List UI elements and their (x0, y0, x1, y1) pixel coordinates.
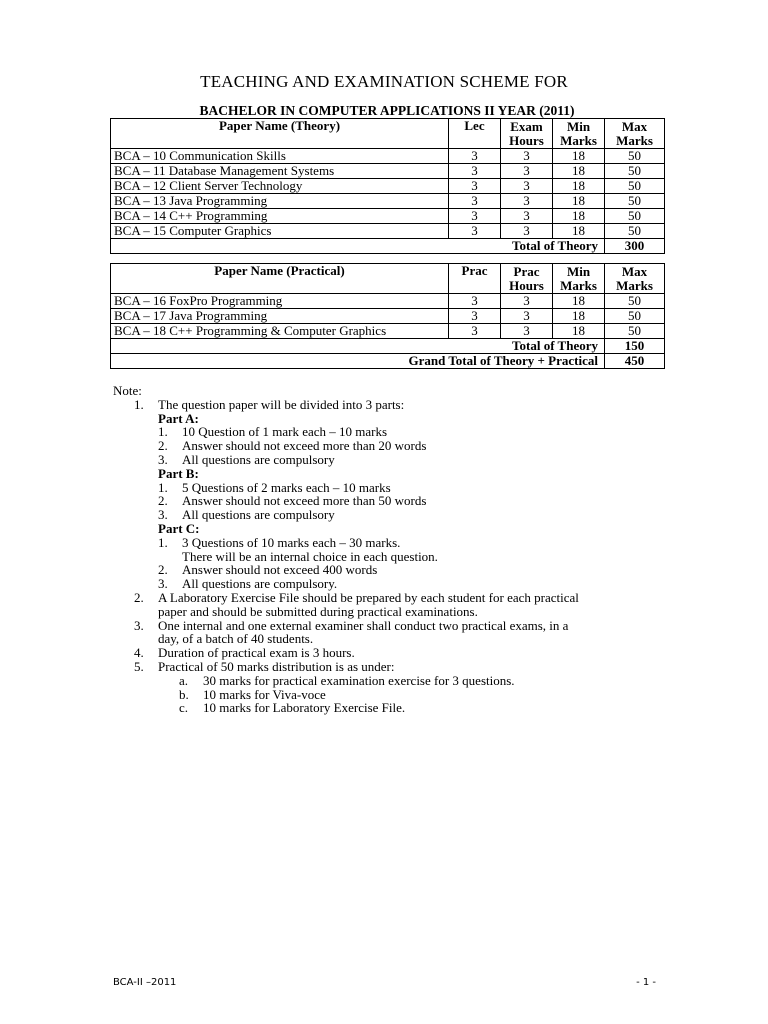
list-item: 3. All questions are compulsory (158, 507, 335, 523)
part-a-heading: Part A: (158, 410, 199, 426)
prac-hours-value: 3 (501, 324, 553, 339)
note-text: Practical of 50 marks distribution is as under: (158, 658, 395, 674)
paper-name: BCA – 12 Client Server Technology (111, 179, 449, 194)
paper-name: BCA – 14 C++ Programming (111, 209, 449, 224)
list-item-text: All questions are compulsory. (182, 576, 338, 592)
grand-total-value: 450 (605, 354, 665, 369)
lec-value: 3 (449, 209, 501, 224)
grand-total-row (111, 354, 665, 369)
note-item-4 (113, 646, 673, 660)
prac-hours-value: 3 (501, 309, 553, 324)
list-item-label: b. (179, 686, 189, 702)
table-row (111, 224, 665, 239)
part-c-heading: Part C: (158, 520, 200, 536)
list-item-label: c. (179, 700, 189, 716)
paper-name: BCA – 10 Communication Skills (111, 149, 449, 164)
prac-hours-value: 3 (501, 294, 553, 309)
list-item-text: 10 marks for Viva-voce (203, 686, 326, 702)
note-item-5 (113, 660, 673, 715)
note-text: Duration of practical exam is 3 hours. (158, 645, 355, 661)
practical-header-paper: Paper Name (Practical) (111, 264, 449, 294)
max-marks-value: 50 (605, 149, 665, 164)
max-marks-value: 50 (605, 164, 665, 179)
theory-total-label: Total of Theory (111, 239, 605, 254)
max-marks-value: 50 (605, 209, 665, 224)
prac-value: 3 (449, 294, 501, 309)
list-item (158, 674, 673, 688)
table-row (111, 324, 665, 339)
list-item-text: Answer should not exceed more than 20 words (182, 438, 427, 454)
table-row (111, 294, 665, 309)
theory-total-row (111, 239, 665, 254)
list-item: 3. All questions are compulsory. (158, 576, 338, 592)
list-item-text: 10 Question of 1 mark each – 10 marks (182, 424, 388, 440)
max-marks-value: 50 (605, 324, 665, 339)
max-marks-value: 50 (605, 294, 665, 309)
exam-hours-value: 3 (501, 209, 553, 224)
min-marks-value: 18 (553, 324, 605, 339)
theory-header-exam-hours: Exam Hours (501, 119, 553, 149)
practical-header-prac-hours: Prac Hours (501, 264, 553, 294)
list-item-label: a. (179, 672, 189, 688)
theory-header-lec: Lec (449, 119, 501, 149)
min-marks-value: 18 (553, 194, 605, 209)
practical-total-value: 150 (605, 339, 665, 354)
list-item-text: 30 marks for practical examination exercise for 3 questions. (203, 672, 515, 688)
max-marks-value: 50 (605, 309, 665, 324)
min-marks-value: 18 (553, 149, 605, 164)
practical-header-row (111, 264, 665, 294)
list-item-text: 10 marks for Laboratory Exercise File. (203, 700, 406, 716)
exam-hours-value: 3 (501, 164, 553, 179)
paper-name: BCA – 18 C++ Programming & Computer Graphics (111, 324, 449, 339)
practical-header-max-marks: Max Marks (605, 264, 665, 294)
paper-name: BCA – 11 Database Management Systems (111, 164, 449, 179)
table-row (111, 194, 665, 209)
note-text: paper and should be submitted during practical examinations. (158, 603, 478, 619)
note-text: One internal and one external examiner shall conduct two practical exams, in a (158, 617, 569, 633)
max-marks-value: 50 (605, 179, 665, 194)
lec-value: 3 (449, 149, 501, 164)
min-marks-value: 18 (553, 164, 605, 179)
document-title: TEACHING AND EXAMINATION SCHEME FOR (200, 72, 568, 91)
note-item-2 (113, 591, 673, 619)
practical-total-row (111, 339, 665, 354)
note-text: day, of a batch of 40 students. (158, 631, 314, 647)
part-b-heading: Part B: (158, 465, 199, 481)
footer-left-text: BCA-II –2011 (113, 977, 177, 988)
list-item-text: There will be an internal choice in each question. (182, 548, 438, 564)
document-subtitle: BACHELOR IN COMPUTER APPLICATIONS II YEAR (2011) (199, 103, 575, 118)
list-item (158, 688, 673, 702)
list-item: 1. 3 Questions of 10 marks each – 30 marks. There will be an internal choice in each question. (158, 536, 673, 564)
min-marks-value: 18 (553, 179, 605, 194)
note-number: 4. (134, 645, 144, 661)
list-item: 2. Answer should not exceed 400 words (158, 562, 378, 578)
note-number: 3. (134, 617, 144, 633)
practical-total-label: Total of Theory (111, 339, 605, 354)
list-item: 3. All questions are compulsory (158, 451, 335, 467)
list-item: 2. Answer should not exceed more than 50 words (158, 493, 427, 509)
paper-name: BCA – 15 Computer Graphics (111, 224, 449, 239)
list-item-text: Answer should not exceed more than 50 words (182, 493, 427, 509)
theory-header-paper: Paper Name (Theory) (111, 119, 449, 149)
exam-hours-value: 3 (501, 179, 553, 194)
paper-name: BCA – 17 Java Programming (111, 309, 449, 324)
lec-value: 3 (449, 179, 501, 194)
note-item-3 (113, 619, 673, 647)
notes-section (113, 384, 673, 715)
list-item: 1. 10 Question of 1 mark each – 10 marks (158, 424, 388, 440)
paper-name: BCA – 16 FoxPro Programming (111, 294, 449, 309)
exam-hours-value: 3 (501, 224, 553, 239)
min-marks-value: 18 (553, 309, 605, 324)
table-row (111, 149, 665, 164)
list-item (158, 701, 673, 715)
table-row (111, 209, 665, 224)
list-item-text: 5 Questions of 2 marks each – 10 marks (182, 479, 391, 495)
table-row (111, 179, 665, 194)
theory-table (110, 118, 665, 254)
practical-header-min-marks: Min Marks (553, 264, 605, 294)
theory-header-max-marks: Max Marks (605, 119, 665, 149)
exam-hours-value: 3 (501, 194, 553, 209)
theory-header-row (111, 119, 665, 149)
lec-value: 3 (449, 224, 501, 239)
page-number: - 1 - (636, 977, 656, 988)
paper-name: BCA – 13 Java Programming (111, 194, 449, 209)
grand-total-label: Grand Total of Theory + Practical (111, 354, 605, 369)
theory-total-value: 300 (605, 239, 665, 254)
list-item-text: Answer should not exceed 400 words (182, 562, 378, 578)
note-text: The question paper will be divided into 3 parts: (158, 396, 405, 412)
list-item-text: 3 Questions of 10 marks each – 30 marks. (182, 534, 401, 550)
note-number: 2. (134, 589, 144, 605)
min-marks-value: 18 (553, 224, 605, 239)
table-row (111, 164, 665, 179)
min-marks-value: 18 (553, 294, 605, 309)
theory-header-min-marks: Min Marks (553, 119, 605, 149)
practical-table (110, 263, 665, 369)
lec-value: 3 (449, 194, 501, 209)
note-number: 5. (134, 658, 144, 674)
prac-value: 3 (449, 309, 501, 324)
table-row (111, 309, 665, 324)
exam-hours-value: 3 (501, 149, 553, 164)
list-item-text: All questions are compulsory (182, 507, 335, 523)
note-item-1 (113, 398, 673, 591)
max-marks-value: 50 (605, 194, 665, 209)
notes-list (113, 398, 673, 715)
note-number: 1. (134, 396, 144, 412)
list-item: 2. Answer should not exceed more than 20 words (158, 438, 427, 454)
prac-value: 3 (449, 324, 501, 339)
list-item-text: All questions are compulsory (182, 451, 335, 467)
list-item: 1. 5 Questions of 2 marks each – 10 marks (158, 479, 391, 495)
notes-label: Note: (113, 383, 142, 398)
lec-value: 3 (449, 164, 501, 179)
practical-header-prac: Prac (449, 264, 501, 294)
note-text: A Laboratory Exercise File should be prepared by each student for each practical (158, 589, 579, 605)
max-marks-value: 50 (605, 224, 665, 239)
min-marks-value: 18 (553, 209, 605, 224)
